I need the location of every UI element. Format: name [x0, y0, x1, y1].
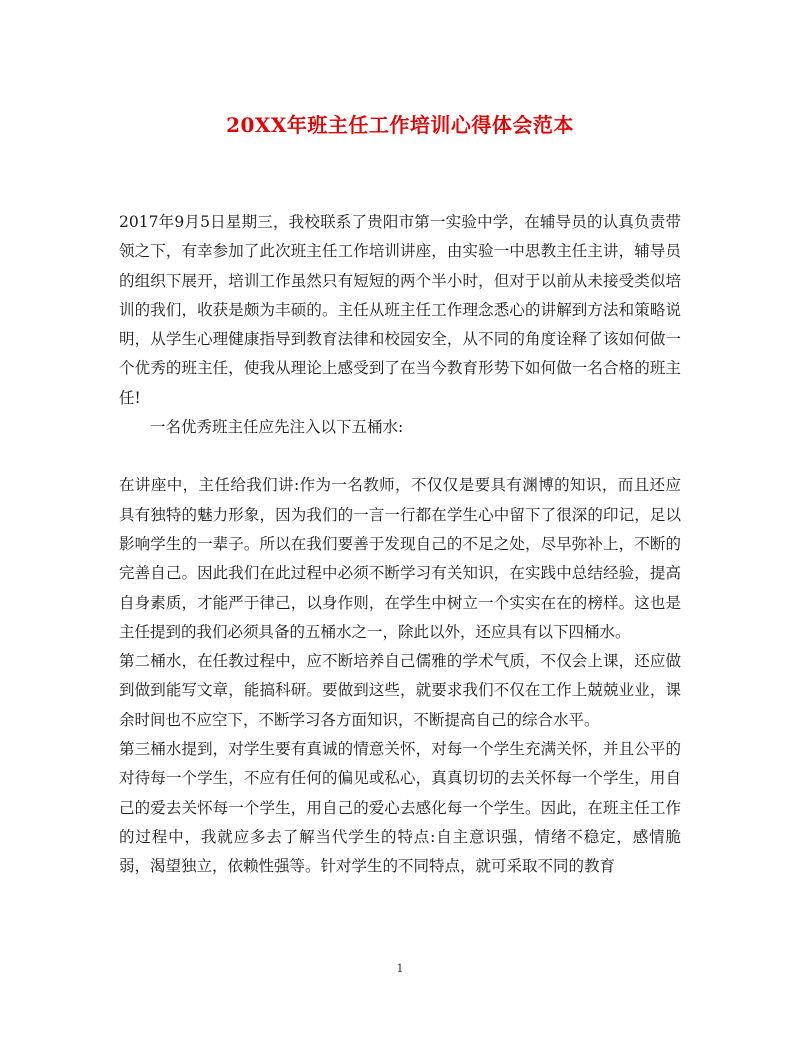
document-title: 20XX年班主任工作培训心得体会范本 — [226, 113, 574, 137]
paragraph-intro: 2017年9月5日星期三，我校联系了贵阳市第一实验中学，在辅导员的认真负责带领之下，有幸参加了此次班主任工作培训讲座，由实验一中思教主任主讲，辅导员的组织下展开，培训工作虽然只有短短的两个半小时，但对于以前从未接受类似培训的我们，收获是颇为丰硕的。主任从班主任工作理念悉心的讲解到方法和策略说明，从学生心理健康指导到教育法律和校园安全，从不同的角度诠释了该如何做一个优秀的班主任，使我从理论上感受到了在当今教育形势下如何做一名合格的班主任! — [119, 213, 681, 407]
page-number: 1 — [396, 962, 404, 975]
paragraph-third-bucket: 第三桶水提到，对学生要有真诚的情意关怀，对每一个学生充满关怀，并且公平的对待每一个学生，不应有任何的偏见或私心，真真切切的去关怀每一个学生，用自己的爱去关怀每一个学生，用自己的爱心去感化每一个学生。因此，在班主任工作的过程中，我就应多去了解当代学生的特点:自主意识强，情绪不稳定，感情脆弱，渴望独立，依赖性强等。针对学生的不同特点，就可采取不同的教育 — [119, 740, 681, 876]
paragraph-second-bucket: 第二桶水，在任教过程中，应不断培养自己儒雅的学术气质，不仅会上课，还应做到做到能写文章，能搞科研。要做到这些，就要求我们不仅在工作上兢兢业业，课余时间也不应空下，不断学习各方面知识，不断提高自己的综合水平。 — [119, 652, 681, 729]
paragraph-lecture: 在讲座中，主任给我们讲:作为一名教师，不仅仅是要具有渊博的知识，而且还应具有独特的魅力形象，因为我们的一言一行都在学生心中留下了很深的印记，足以影响学生的一辈子。所以在我们要善于发现自己的不足之处，尽早弥补上，不断的完善自己。因此我们在此过程中必须不断学习有关知识，在实践中总结经验，提高自身素质，才能严于律己，以身作则，在学生中树立一个实实在在的榜样。这也是主任提到的我们必须具备的五桶水之一，除此以外，还应具有以下四桶水。 — [119, 476, 681, 641]
document-body — [119, 208, 681, 882]
paragraph-five-buckets: 一名优秀班主任应先注入以下五桶水: — [150, 418, 404, 437]
